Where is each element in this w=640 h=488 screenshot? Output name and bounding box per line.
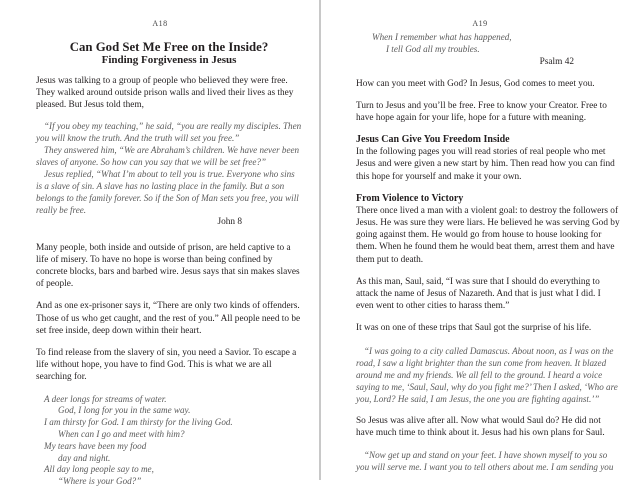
- paragraph: Turn to Jesus and you’ll be free. Free to know your Creator. Free to have hope again for your life, hope for a future with meaning.: [356, 100, 607, 123]
- psalm-continuation: [356, 32, 620, 56]
- paragraph: To find release from the slavery of sin, you need a Savior. To escape a life without hope, you have to find God. This is what we are all searching for.: [36, 348, 297, 383]
- poem-line: God, I long for you in the same way.: [58, 405, 191, 416]
- paragraph: There once lived a man with a violent goal: to destroy the followers of Jesus. He was sure they were liars. He believed he was serving God by going against them. He would go from house to house looking for them. When he found them he would beat them, arrest them and have them put to death.: [356, 205, 620, 265]
- poem-line: My tears have been my food: [44, 440, 147, 451]
- poem-line: When can I go and meet with him?: [58, 429, 185, 440]
- poem-line: “Where is your God?”: [58, 476, 142, 487]
- scripture-quote: [356, 449, 620, 473]
- paragraph: Many people, both inside and outside of prison, are held captive to a life of misery. To have no hope is worse than being confined by concrete blocks, bars and barbed wire. Jesus says that sin makes slaves of people.: [36, 242, 300, 290]
- quote-paragraph: “I was going to a city called Damascus. About noon, as I was on the road, I saw a light brighter than the sun come from heaven. It blazed around me and my friends. We all fell to the ground. I heard a voice saying to me, ‘Saul, Saul, why do you fight me?’ Then I asked, ‘Who are you, Lord? He said, I am Jesus, the one you are fighting against.’”: [356, 345, 618, 404]
- quote-paragraph: “Now get up and stand on your feet. I have shown myself to you so you will serve me. I want you to tell others about me. I am sending you: [356, 450, 614, 473]
- paragraph: As this man, Saul, said, “I was sure that I should do everything to attack the name of Jesus of Nazareth. And that is just what I did. I even went to other cities to harass them.”: [356, 276, 601, 312]
- section-heading: From Violence to Victory: [356, 192, 464, 204]
- page-number-left: A18: [152, 19, 168, 28]
- scripture-reference: Psalm 42: [539, 56, 574, 67]
- paragraph: In the following pages you will read stories of real people who met Jesus and were given a new start by him. Then read how you can find this hope for yourself and make it your own.: [356, 147, 615, 182]
- scripture-quote: [36, 120, 302, 216]
- poem-line: day and night.: [58, 452, 111, 463]
- paragraph: Jesus was talking to a group of people who believed they were free. They walked around outside prison walls and lived their lives as they pleased. But Jesus told them,: [36, 76, 294, 111]
- paragraph: So Jesus was alive after all. Now what would Saul do? He did not have much time to think about it. Jesus had his own plans for Saul.: [356, 415, 605, 438]
- paragraph: And as one ex-prisoner says it, “There are only two kinds of offenders. Those of us who get caught, and the rest of you.” All people need to be set free inside, deep down within their heart.: [36, 301, 301, 336]
- chapter-subtitle: Finding Forgiveness in Jesus: [101, 54, 237, 66]
- poem-line: All day long people say to me,: [44, 464, 154, 475]
- quote-paragraph: They answered him, “We are Abraham’s children. We have never been slaves of anyone. So how can you say that we will be set free?”: [36, 144, 300, 167]
- scripture-quote: [356, 345, 620, 405]
- page-gutter: [319, 0, 321, 480]
- poem-line: I am thirsty for God. I am thirsty for the living God.: [44, 417, 233, 428]
- psalm-poem: [36, 394, 302, 488]
- quote-paragraph: “If you obey my teaching,” he said, “you are really my disciples. Then you will know the truth. And the truth will set you free.”: [36, 120, 302, 143]
- left-column: [36, 32, 302, 488]
- page-number-right: A19: [472, 19, 488, 28]
- scripture-reference: John 8: [217, 216, 242, 227]
- poem-line: A deer longs for streams of water.: [44, 393, 167, 404]
- quote-paragraph: Jesus replied, “What I’m about to tell you is true. Everyone who sins is a slave of sin. A slave has no lasting place in the family. But a son belongs to the family forever. So if the Son of Man sets you free, you will really be free.: [36, 168, 299, 215]
- poem-line: When I remember what has happened,: [372, 32, 512, 42]
- poem-line: I tell God all my troubles.: [386, 43, 480, 54]
- right-column: [356, 32, 620, 473]
- section-heading: Jesus Can Give You Freedom Inside: [356, 134, 510, 146]
- chapter-title: Can God Set Me Free on the Inside?: [69, 40, 269, 54]
- paragraph: It was on one of these trips that Saul got the surprise of his life.: [356, 323, 592, 334]
- paragraph: How can you meet with God? In Jesus, God comes to meet you.: [356, 78, 595, 89]
